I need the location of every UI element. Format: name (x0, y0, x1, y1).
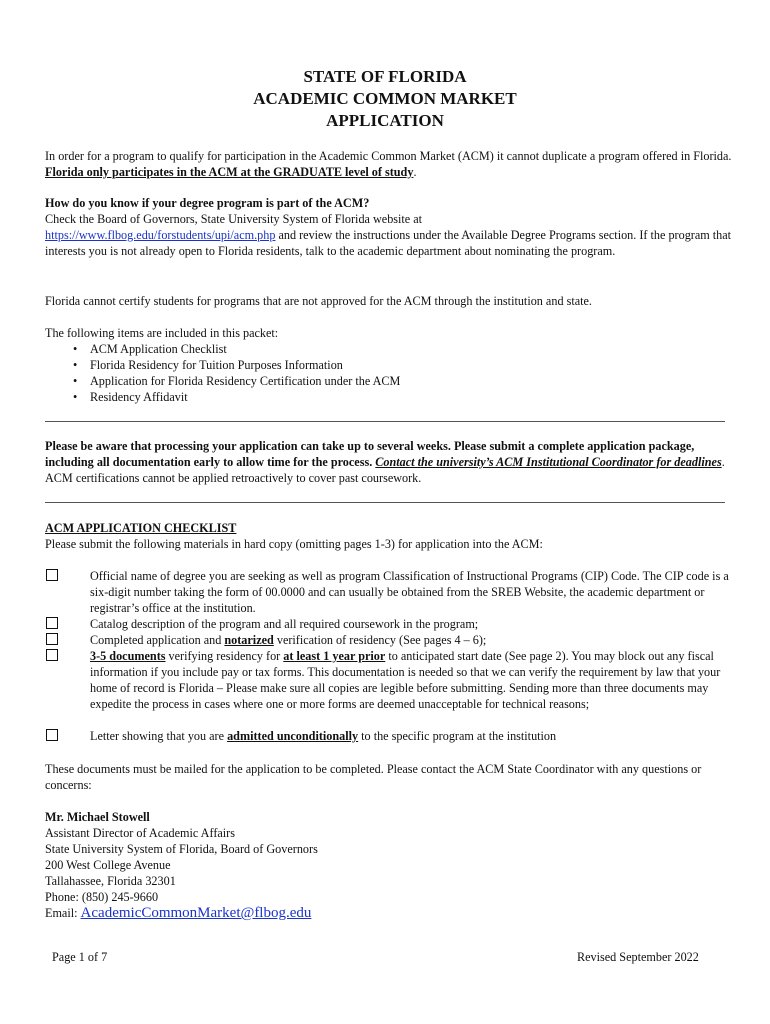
item5-post: to the specific program at the institution (358, 729, 557, 743)
divider-bottom (45, 502, 725, 503)
notice-bold: Please be aware that processing your application can take up to several weeks. Please submit a complete application package, including all documentation early to allow time for the process. (45, 439, 695, 469)
packet-item: • Application for Florida Residency Certification under the ACM (90, 373, 735, 389)
page-title (0, 66, 770, 132)
divider-top (45, 421, 725, 422)
checklist-item-degree-cip: Official name of degree you are seeking as well as program Classification of Instructional Programs (CIP) Code. The CIP code is a six-digit number taking the form of 00.0000 and can usually be obtained from the SREB Website, the academic department or registrar’s office at the institution. (90, 569, 729, 615)
acm-question-heading: How do you know if your degree program is part of the ACM? (45, 196, 370, 210)
item4-bold1: 3-5 documents (90, 649, 166, 663)
item3-pre: Completed application and (90, 633, 225, 647)
acm-question-section (45, 195, 735, 259)
checklist-item-application (90, 632, 730, 648)
checkbox-admission-letter[interactable] (46, 729, 58, 741)
acm-question-after-link: and review the instructions under the Available Degree Programs section. If the program that interests you is not already open to Florida residents, talk to the academic department about nominating the program. (45, 228, 732, 258)
item4-post: to anticipated start date (See page 2). You may block out any fiscal information if you include pay or tax forms. This documentation is needed so that we can verify the requirement by law that your home of record is Florida – Please make sure all copies are legible before submitting. Sending more than three documents may expedite the process in cases where one or more forms are deemed unacceptable for technical reasons; (90, 649, 721, 711)
checklist-item-residency-docs (90, 648, 730, 712)
packet-list (45, 341, 735, 405)
contact-city: Tallahassee, Florida 32301 (45, 874, 176, 888)
item5-bold: admitted unconditionally (227, 729, 359, 743)
contact-title: Assistant Director of Academic Affairs (45, 826, 235, 840)
item5-pre: Letter showing that you are (90, 729, 228, 743)
checklist-header (45, 520, 735, 552)
page-number: Page 1 of 7 (52, 950, 108, 964)
intro-text: In order for a program to qualify for participation in the Academic Common Market (ACM) it cannot duplicate a program offered in Florida. (45, 149, 732, 163)
packet-item: • Florida Residency for Tuition Purposes Information (90, 357, 735, 373)
contact-phone: Phone: (850) 245-9660 (45, 890, 159, 904)
checklist-item-admission-letter (90, 728, 730, 744)
intro-paragraph (45, 148, 735, 180)
email-label: Email: (45, 906, 81, 920)
checkbox-application[interactable] (46, 633, 58, 645)
processing-notice (45, 438, 735, 486)
checklist-item-catalog: Catalog description of the program and all required coursework in the program; (90, 617, 479, 631)
item4-mid: verifying residency for (165, 649, 284, 663)
packet-intro: The following items are included in this packet: (45, 326, 279, 340)
acm-question-line: Check the Board of Governors, State University System of Florida website at (45, 212, 423, 226)
packet-item: • Residency Affidavit (90, 389, 735, 405)
notice-after: . ACM certifications cannot be applied retroactively to cover past coursework. (45, 455, 725, 485)
certify-note: Florida cannot certify students for programs that are not approved for the ACM through the institution and state. (45, 294, 592, 308)
contact-name: Mr. Michael Stowell (45, 810, 150, 824)
contact-email-link[interactable]: AcademicCommonMarket@flbog.edu (80, 905, 312, 921)
packet-section (45, 325, 735, 405)
mail-note: These documents must be mailed for the application to be completed. Please contact the ACM State Coordinator with any questions or concerns: (45, 762, 702, 792)
checkbox-degree-cip[interactable] (46, 569, 58, 581)
intro-emphasis: Florida only participates in the ACM at the GRADUATE level of study (45, 165, 414, 179)
checklist-subtext: Please submit the following materials in hard copy (omitting pages 1-3) for application into the ACM: (45, 537, 543, 551)
contact-org: State University System of Florida, Board of Governors (45, 842, 318, 856)
item3-bold: notarized (224, 633, 274, 647)
revised-date: Revised September 2022 (577, 950, 699, 964)
checkbox-residency-docs[interactable] (46, 649, 58, 661)
title-line-1: STATE OF FLORIDA (303, 67, 467, 86)
title-line-2: ACADEMIC COMMON MARKET (253, 89, 517, 108)
coordinator-deadlines-link[interactable]: Contact the university’s ACM Institutional Coordinator for deadlines (375, 455, 722, 469)
contact-block (45, 809, 735, 921)
flbog-acm-link[interactable]: https://www.flbog.edu/forstudents/upi/acm.php (45, 228, 276, 242)
item3-post: verification of residency (See pages 4 – 6); (273, 633, 487, 647)
title-line-3: APPLICATION (326, 111, 444, 130)
contact-email-row (45, 905, 735, 921)
checklist-heading: ACM APPLICATION CHECKLIST (45, 521, 237, 535)
acm-question-body (45, 227, 735, 259)
contact-street: 200 West College Avenue (45, 858, 171, 872)
checkbox-catalog[interactable] (46, 617, 58, 629)
intro-end: . (413, 165, 417, 179)
packet-item: • ACM Application Checklist (90, 341, 735, 357)
item4-bold2: at least 1 year prior (283, 649, 386, 663)
